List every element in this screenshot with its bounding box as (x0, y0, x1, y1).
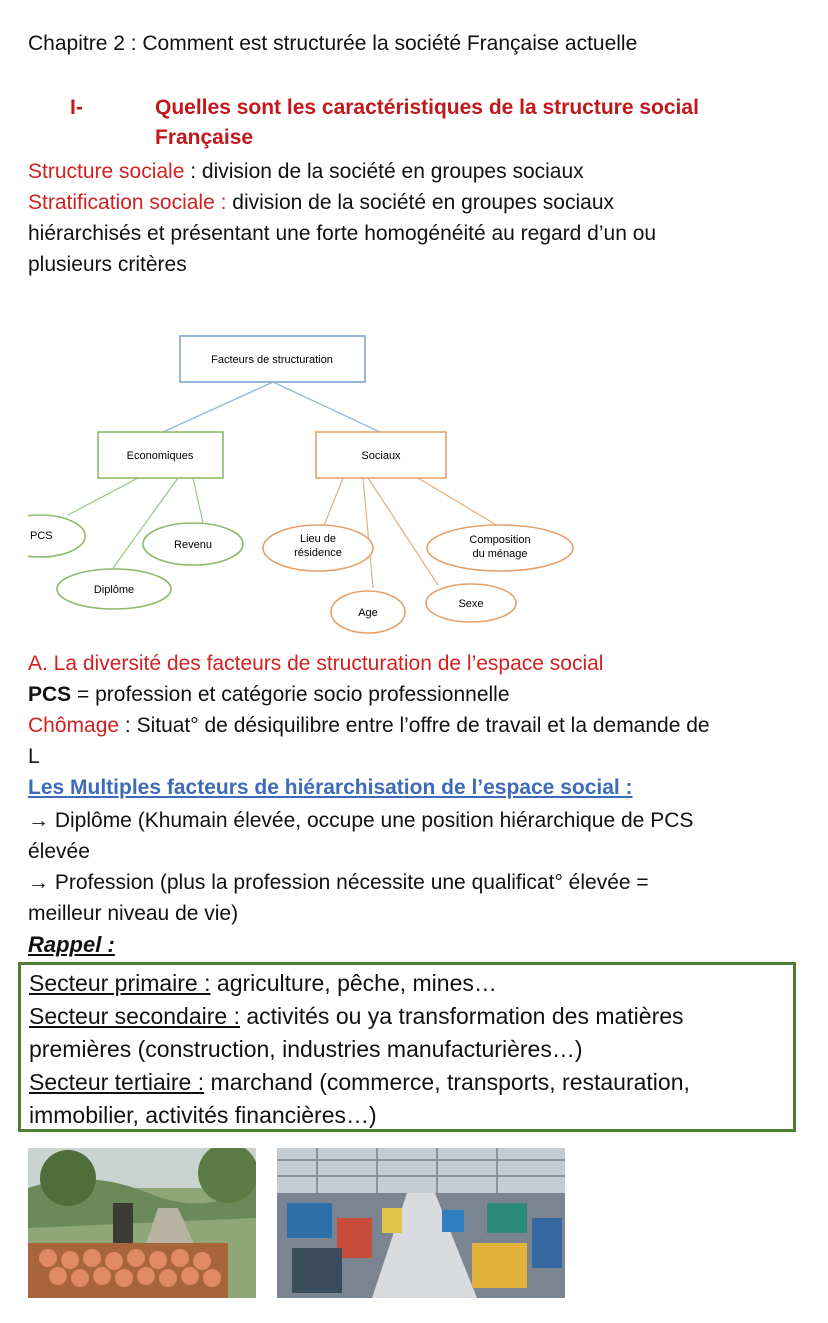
lieu-label-1: Lieu de (299, 533, 337, 545)
section-title-line2: Française (155, 126, 254, 149)
section-number: I- (70, 96, 83, 119)
chomage-text: : Situat° de désiquilibre entre l’offre de travail et la demande de (119, 714, 710, 737)
primaire-text: agriculture, pêche, mines… (210, 970, 497, 996)
part-a-title: A. La diversité des facteurs de structuration de l’espace social (28, 652, 604, 675)
bullet-diplome-1: → Diplôme (Khumain élevée, occupe une position hiérarchique de PCS (28, 809, 694, 832)
definition-stratification (28, 187, 614, 218)
pcs-definition (28, 679, 510, 710)
factory-photo (277, 1148, 565, 1298)
section-title-line1: Quelles sont les caractéristiques de la structure social (155, 96, 699, 119)
structure-term: Structure sociale (28, 160, 185, 183)
multiples-title: Les Multiples facteurs de hiérarchisation de l’espace social : (28, 776, 633, 799)
secondaire-text-2: premières (construction, industries manufacturières…) (29, 1036, 583, 1062)
chapter-title: Chapitre 2 : Comment est structurée la société Française actuelle (28, 32, 638, 55)
chomage-text-2: L (28, 745, 40, 768)
tertiaire-text-2: immobilier, activités financières…) (29, 1102, 377, 1128)
definition-structure (28, 156, 584, 187)
lieu-label-2: résidence (294, 547, 342, 559)
composition-label-2: du ménage (472, 548, 528, 560)
economic-label: Economiques (126, 450, 194, 462)
pcs-text: = profession et catégorie socio professionnelle (71, 683, 510, 706)
chomage-term: Chômage (28, 714, 120, 737)
bullet-profession-2: meilleur niveau de vie) (28, 902, 239, 925)
pcs-term: PCS (28, 683, 72, 706)
revenu-label: Revenu (174, 539, 212, 551)
age-label: Age (358, 607, 378, 619)
secteur-secondaire (29, 1000, 684, 1033)
primaire-term: Secteur primaire : (29, 970, 211, 996)
composition-label-1: Composition (469, 534, 531, 546)
structure-text: : division de la société en groupes sociaux (184, 160, 584, 183)
social-label: Sociaux (361, 450, 401, 462)
chomage-definition (28, 710, 710, 741)
strat-text-3: plusieurs critères (28, 253, 187, 276)
sexe-label: Sexe (458, 598, 484, 610)
bullet-profession-1: → Profession (plus la profession nécessite une qualificat° élevée = (28, 871, 649, 894)
secondaire-text: activités ou ya transformation des matières (239, 1003, 684, 1029)
tertiaire-term: Secteur tertiaire : (29, 1069, 205, 1095)
strat-term: Stratification sociale : (28, 191, 227, 214)
secteur-tertiaire (29, 1066, 690, 1099)
bullet-diplome-2: élevée (28, 840, 90, 863)
tertiaire-text: marchand (commerce, transports, restauration, (204, 1069, 690, 1095)
diplome-label: Diplôme (93, 584, 135, 596)
strat-text-2: hiérarchisés et présentant une forte homogénéité au regard d’un ou (28, 222, 657, 245)
strat-text-1: division de la société en groupes sociaux (226, 191, 615, 214)
secondaire-term: Secteur secondaire : (29, 1003, 240, 1029)
secteur-primaire (29, 967, 497, 1000)
rappel-heading: Rappel : (28, 932, 115, 957)
secteurs-box (18, 962, 796, 1132)
structuration-diagram (28, 330, 588, 640)
root-label: Facteurs de structuration (211, 354, 333, 366)
agriculture-photo (28, 1148, 256, 1298)
pcs-label: PCS (30, 530, 53, 542)
